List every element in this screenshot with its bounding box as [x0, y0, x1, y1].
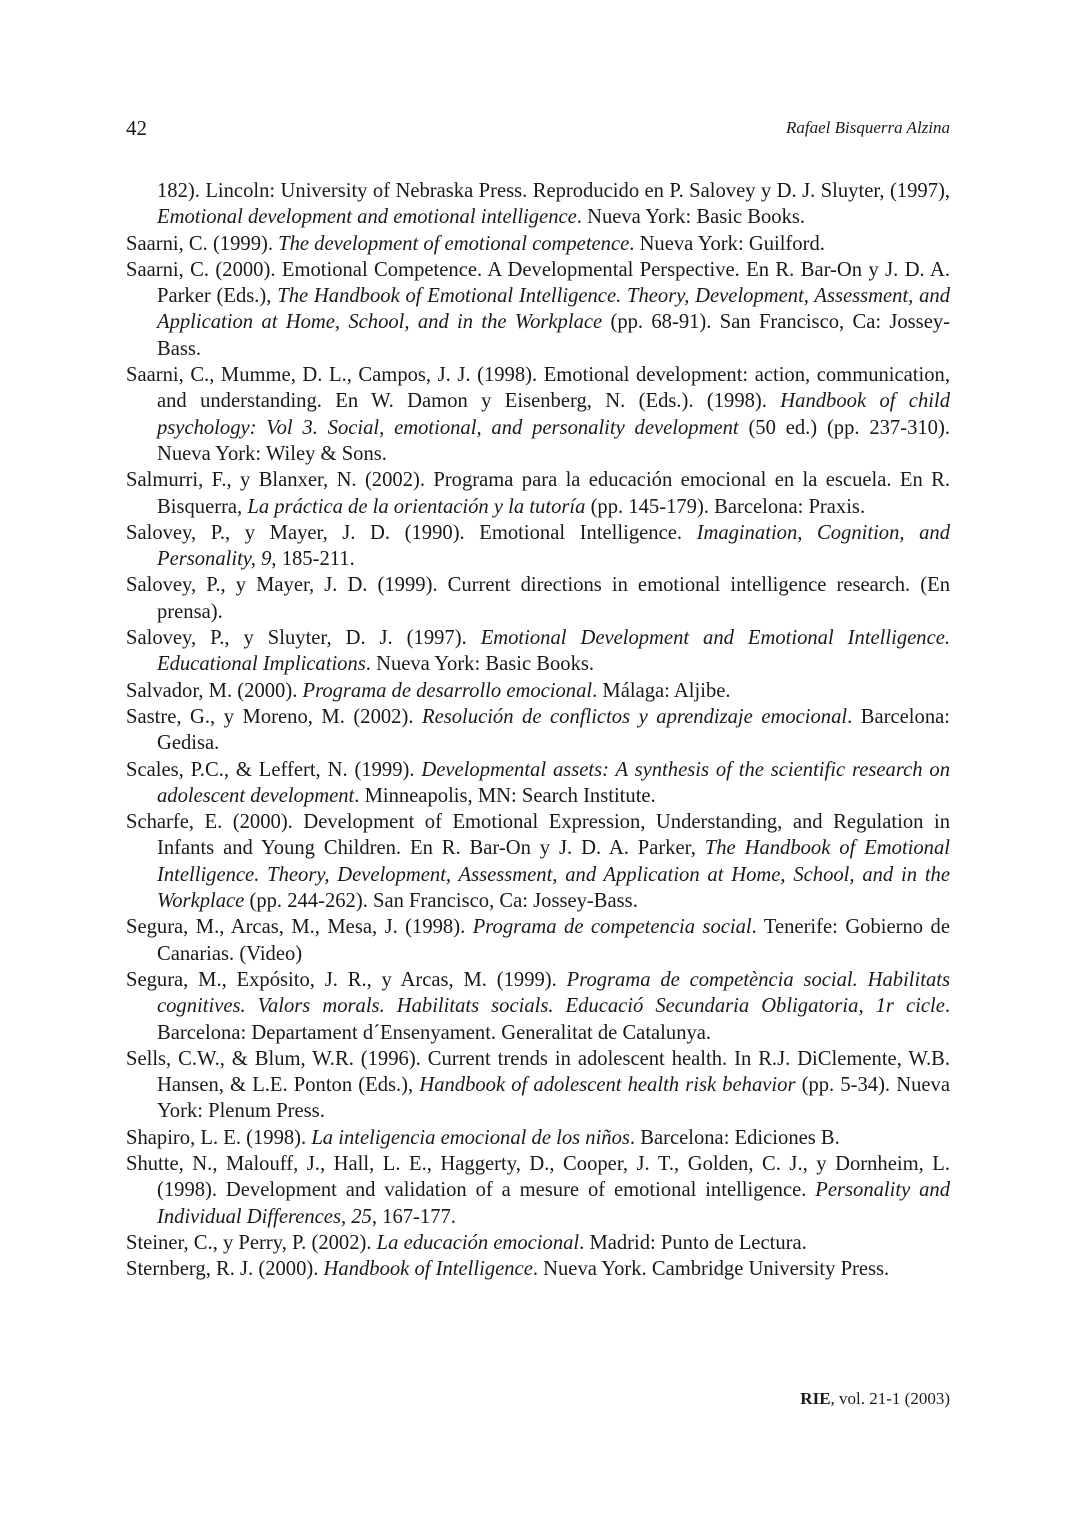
reference-list [126, 178, 950, 1282]
reference-text: (pp. 145-179). Barcelona: Praxis. [585, 495, 866, 518]
reference-title: Handbook of adolescent health risk behavior [419, 1074, 796, 1097]
reference-text: Salvador, M. (2000). [126, 679, 303, 702]
reference-entry [126, 809, 950, 914]
reference-title: The development of emotional competence [278, 232, 630, 255]
reference-title: La educación emocional [376, 1231, 580, 1254]
reference-text: . Minneapolis, MN: Search Institute. [354, 784, 656, 807]
reference-entry [126, 704, 950, 757]
reference-text: (pp. 5-34). Nueva York: Plenum Press. [157, 1074, 950, 1123]
reference-text: (50 ed.) (pp. 237-310). Nueva York: Wiley & Sons. [157, 416, 950, 465]
reference-title: The Handbook of Emotional Intelligence. Theory, Development, Assessment, and Application at Home, School, and in the Workplace [157, 837, 951, 913]
reference-text: (pp. 244-262). San Francisco, Ca: Jossey-Bass. [244, 890, 638, 913]
reference-entry [126, 572, 950, 625]
reference-text: Sells, C.W., & Blum, W.R. (1996). Current trends in adolescent health. In R.J. DiClemente, W.B. Hansen, & L.E. Ponton (Eds.), [126, 1047, 950, 1097]
reference-text: Saarni, C. (1999). [126, 232, 279, 255]
reference-title: Resolución de conflictos y aprendizaje emocional [422, 705, 848, 728]
journal-name: RIE [800, 1389, 831, 1408]
reference-entry [126, 362, 950, 467]
reference-text: Scales, P.C., & Leffert, N. (1999). [126, 758, 422, 781]
reference-text: . Nueva York: Guilford. [629, 232, 825, 255]
reference-entry [126, 914, 950, 967]
reference-text: . Tenerife: Gobierno de Canarias. (Video) [157, 916, 950, 965]
reference-entry [126, 1046, 950, 1125]
reference-text: Scharfe, E. (2000). Development of Emotional Expression, Understanding, and Regulation in Infants and Young Children. En R. Bar-On y J. D. A. Parker, [126, 811, 950, 860]
journal-footer [800, 1389, 950, 1409]
reference-text: , 185-211. [271, 548, 355, 571]
reference-text: Segura, M., Arcas, M., Mesa, J. (1998). [126, 916, 473, 939]
reference-text: Shutte, N., Malouff, J., Hall, L. E., Haggerty, D., Cooper, J. T., Golden, C. J., y Dornheim, L. (1998). Development and validation of a mesure of emotional intelligence. [126, 1152, 950, 1202]
reference-text: . Nueva York: Basic Books. [365, 653, 595, 676]
reference-text: . Madrid: Punto de Lectura. [579, 1231, 807, 1254]
reference-title: Programa de competencia social [472, 916, 752, 939]
reference-entry [126, 178, 950, 231]
reference-title: Emotional development and emotional intelligence [157, 206, 577, 229]
reference-entry [126, 231, 950, 257]
reference-text: . Barcelona: Departament d´Ensenyament. Generalitat de Catalunya. [157, 995, 950, 1044]
reference-entry [126, 520, 950, 573]
reference-text: Steiner, C., y Perry, P. (2002). [126, 1231, 377, 1254]
journal-issue: , vol. 21-1 (2003) [830, 1389, 950, 1408]
reference-title: Handbook of Intelligence [323, 1258, 533, 1281]
reference-text: , 167-177. [371, 1205, 456, 1228]
reference-entry [126, 1151, 950, 1230]
reference-text: Sternberg, R. J. (2000). [126, 1258, 324, 1281]
reference-title: Imagination, Cognition, and Personality, 9 [157, 521, 951, 571]
reference-title: Emotional Development and Emotional Intelligence. Educational Implications [157, 627, 951, 676]
reference-text: Salovey, P., y Sluyter, D. J. (1997). [126, 627, 481, 650]
reference-text: Salovey, P., y Mayer, J. D. (1999). Current directions in emotional intelligence research. (En prensa). [126, 574, 950, 623]
reference-entry [126, 757, 950, 810]
reference-title: Personality and Individual Differences, 25 [157, 1179, 950, 1228]
running-head: Rafael Bisquerra Alzina [785, 118, 950, 137]
page-number: 42 [126, 116, 147, 140]
reference-entry [126, 678, 950, 704]
reference-entry [126, 1256, 950, 1282]
reference-text: Saarni, C. (2000). Emotional Competence. A Developmental Perspective. En R. Bar-On y J. D. A. Parker (Eds.), [126, 258, 950, 308]
reference-text: 182). Lincoln: University of Nebraska Press. Reproducido en P. Salovey y D. J. Sluyter, (1997), [157, 180, 950, 202]
reference-title: Handbook of child psychology: Vol 3. Social, emotional, and personality development [157, 390, 950, 439]
reference-text: . Barcelona: Ediciones B. [629, 1126, 840, 1149]
reference-text: (pp. 68-91). San Francisco, Ca: Jossey-Bass. [157, 311, 950, 360]
reference-text: Salmurri, F., y Blanxer, N. (2002). Programa para la educación emocional en la escuela. En R. Bisquerra, [126, 469, 950, 518]
reference-title: Programa de desarrollo emocional [302, 679, 593, 702]
reference-text: Salovey, P., y Mayer, J. D. (1990). Emotional Intelligence. [126, 521, 697, 544]
reference-text: . Nueva York: Basic Books. [576, 206, 806, 229]
reference-entry [126, 467, 950, 520]
reference-text: . Málaga: Aljibe. [592, 679, 731, 702]
reference-title: La inteligencia emocional de los niños [311, 1126, 630, 1149]
reference-text: . Barcelona: Gedisa. [157, 705, 950, 755]
reference-text: . Nueva York. Cambridge University Press. [532, 1258, 890, 1281]
reference-title: The Handbook of Emotional Intelligence. Theory, Development, Assessment, and Application at Home, School, and in the Workplace [157, 285, 950, 334]
reference-entry [126, 967, 950, 1046]
reference-title: La práctica de la orientación y la tutoría [247, 495, 586, 518]
reference-text: Segura, M., Expósito, J. R., y Arcas, M. (1999). [126, 968, 567, 991]
reference-title: Programa de competència social. Habilitats cognitives. Valors morals. Habilitats socials. Educació Secundaria Obligatoria, 1r cicle [157, 968, 950, 1018]
reference-text: Sastre, G., y Moreno, M. (2002). [126, 705, 423, 728]
reference-text: Shapiro, L. E. (1998). [126, 1126, 312, 1149]
reference-entry [126, 1230, 950, 1256]
reference-entry [126, 1125, 950, 1151]
reference-entry [126, 257, 950, 362]
reference-text: Saarni, C., Mumme, D. L., Campos, J. J. (1998). Emotional development: action, communication, and understanding. En W. Damon y Eisenberg, N. (Eds.). (1998). [126, 364, 950, 413]
reference-entry [126, 625, 950, 678]
reference-title: Developmental assets: A synthesis of the scientific research on adolescent development [157, 758, 950, 807]
